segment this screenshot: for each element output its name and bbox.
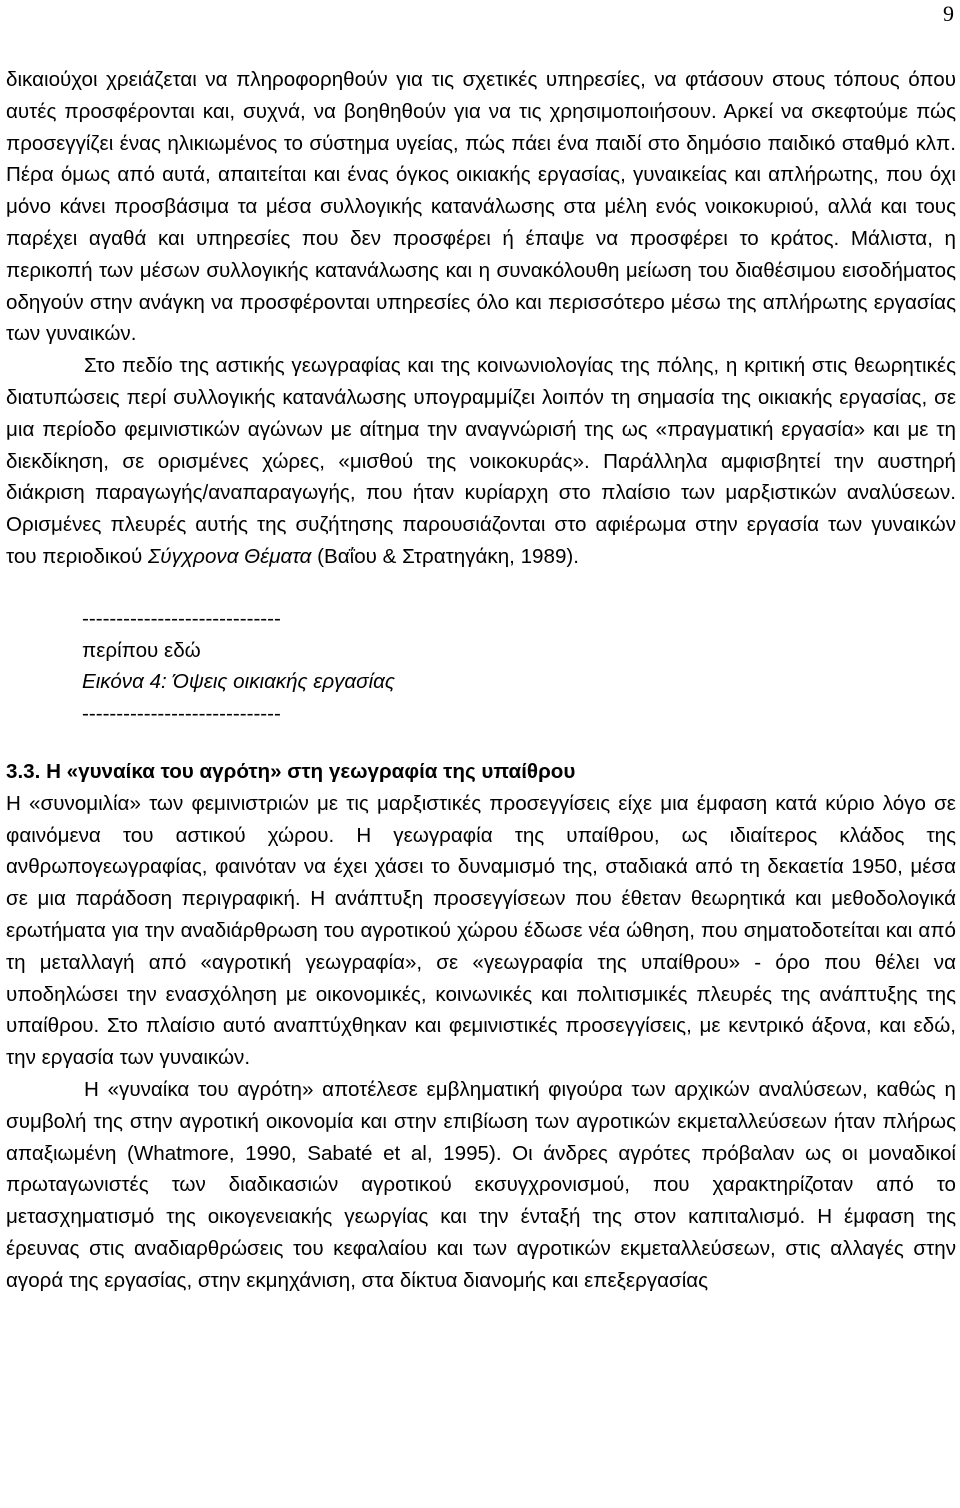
- journal-title: Σύγχρονα Θέματα: [147, 544, 312, 568]
- dash-line-top: -----------------------------: [82, 606, 281, 630]
- page-number: 9: [943, 1, 954, 26]
- dash-line-bottom: -----------------------------: [82, 702, 281, 726]
- paragraph-urban-geography: [6, 350, 956, 573]
- paragraph-text: Στο πεδίο της αστικής γεωγραφίας και της κοινωνιολογίας της πόλης, η κριτική στις θεωρητικές διατυπώσεις περί συλλογικής κατανάλωσης υπογραμμίζει λοιπόν τη σημασία της οικιακής εργασίας, σε μια περίοδο φεμινιστικών αγώνων με αίτημα την αναγνώρισή της ως «πραγματική εργασία» και με τη διεκδίκηση, σε ορισμένες χώρες, «μισθού της νοικοκυράς». Παράλληλα αμφισβητεί την αυστηρή διάκριση παραγωγής/αναπαραγωγής, που ήταν κυρίαρχη στο πλαίσιο των μαρξιστικών αναλύσεων. Ορισμένες πλευρές αυτής της συζήτησης παρουσιάζονται στο αφιέρωμα στην εργασία των γυναικών του περιοδικού: [6, 354, 956, 568]
- paragraph-rural-geography: Η «συνομιλία» των φεμινιστριών με τις μαρξιστικές προσεγγίσεις είχε μια έμφαση κατά κύριο λόγο σε φαινόμενα του αστικού χώρου. Η γεωγραφία της υπαίθρου, ως ιδιαίτερος κλάδος της ανθρωπογεωγραφίας, φαινόταν να έχει χάσει το δυναμισμό της, σταδιακά από τη δεκαετία 1950, μέσα σε μια παράδοση περιγραφική. Η ανάπτυξη προσεγγίσεων που έθεταν θεωρητικά και μεθοδολογικά ερωτήματα για την αναδιάρθρωση του αγροτικού χώρου έδωσε νέα ώθηση, που σηματοδοτείται και από τη μεταλλαγή από «αγροτική γεωγραφία», σε «γεωγραφία της υπαίθρου» - όρο που θέλει να υποδηλώσει την ενασχόληση με οικονομικές, κοινωνικές και πολιτισμικές πλευρές της ανάπτυξης της υπαίθρου. Στο πλαίσιο αυτό αναπτύχθηκαν και φεμινιστικές προσεγγίσεις, με κεντρικό άξονα, και εδώ, την εργασία των γυναικών.: [6, 791, 956, 1070]
- document-body: [6, 64, 956, 1296]
- figure-position-note: περίπου εδώ: [82, 638, 201, 662]
- figure-placeholder: [82, 603, 956, 730]
- paragraph-farmers-wife: Η «γυναίκα του αγρότη» αποτέλεσε εμβληματική φιγούρα των αρχικών αναλύσεων, καθώς η συμβολή της στην αγροτική οικονομία και στην επιβίωση των αγροτικών εκμεταλλεύσεων ήταν πλήρως απαξιωμένη (Whatmore, 1990, Sabaté et al, 1995). Οι άνδρες αγρότες πρόβαλαν ως οι μοναδικοί πρωταγωνιστές των διαδικασιών αγροτικού εκσυγχρονισμού, που χαρακτηρίζοταν από το μετασχηματισμό της οικογενειακής γεωργίας και την ένταξή της στον καπιταλισμό. Η έμφαση της έρευνας στις αναδιαρθρώσεις του κεφαλαίου και των αγροτικών εκμεταλλεύσεων, στις αλλαγές στην αγορά της εργασίας, στην εκμηχάνιση, στα δίκτυα διανομής και επεξεργασίας: [6, 1077, 956, 1292]
- section-heading: 3.3. Η «γυναίκα του αγρότη» στη γεωγραφία της υπαίθρου: [6, 759, 576, 783]
- paragraph-collective-consumption: δικαιούχοι χρειάζεται να πληροφορηθούν για τις σχετικές υπηρεσίες, να φτάσουν στους τόπους όπου αυτές προσφέρονται και, συχνά, να βοηθηθούν για να τις χρησιμοποιήσουν. Αρκεί να σκεφτούμε πώς προσεγγίζει ένας ηλικιωμένος το σύστημα υγείας, πώς πάει ένα παιδί στο δημόσιο παιδικό σταθμό κλπ. Πέρα όμως από αυτά, απαιτείται και ένας όγκος οικιακής εργασίας, γυναικείας και απλήρωτης, που όχι μόνο κάνει προσβάσιμα τα μέσα συλλογικής κατανάλωσης στα μέλη ενός νοικοκυριού, αλλά και τους παρέχει αγαθά και υπηρεσίες που δεν προσφέρει ή έπαψε να προσφέρει το κράτος. Μάλιστα, η περικοπή των μέσων συλλογικής κατανάλωσης και η συνακόλουθη μείωση του διαθέσιμου εισοδήματος οδηγούν στην ανάγκη να προσφέρονται υπηρεσίες όλο και περισσότερο μέσω της απλήρωτης εργασίας των γυναικών.: [6, 68, 956, 346]
- paragraph-text: (Βαΐου & Στρατηγάκη, 1989).: [311, 544, 579, 568]
- figure-caption: Εικόνα 4: Όψεις οικιακής εργασίας: [82, 670, 395, 694]
